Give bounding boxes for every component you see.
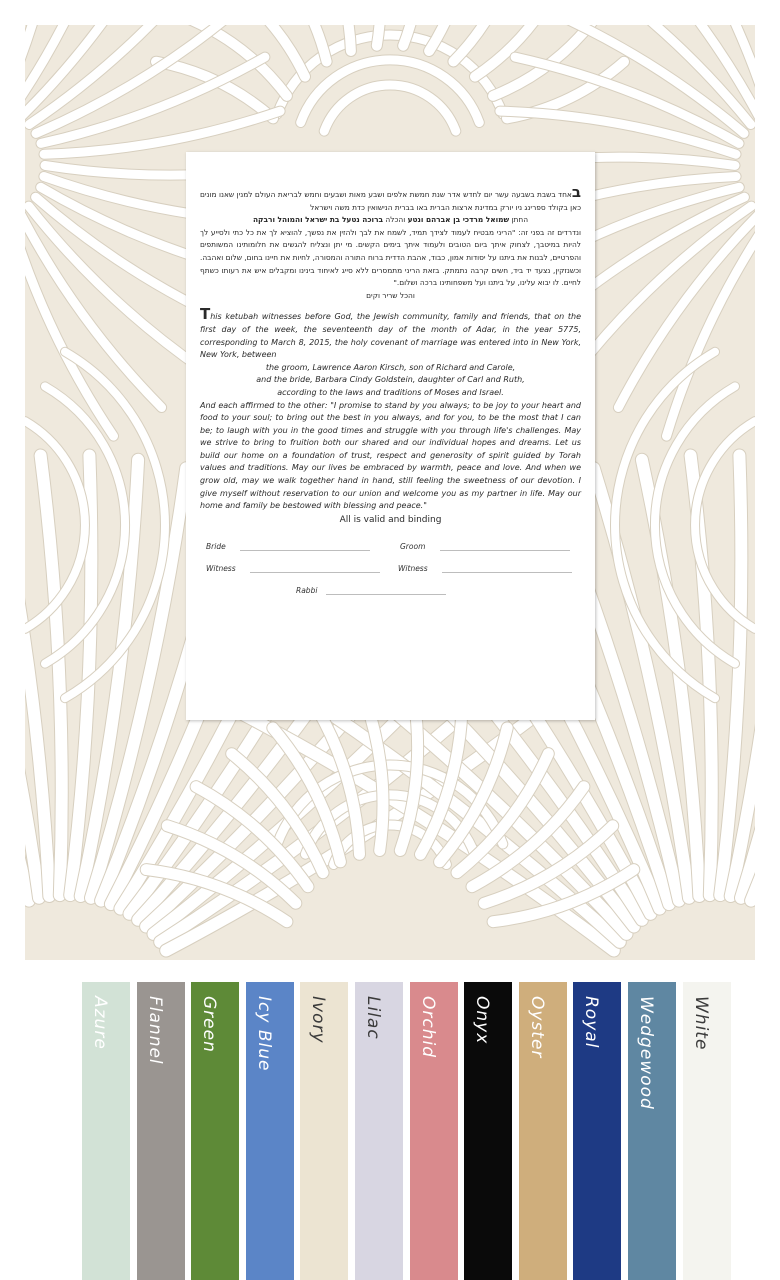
swatch-icy-blue[interactable]	[246, 982, 294, 1280]
hebrew-groom-name: שמואל מרדכי בן אברהם ונטע	[407, 215, 510, 225]
swatch-label: Green	[199, 996, 219, 1053]
swatch-label: Azure	[90, 996, 110, 1050]
swatch-flannel[interactable]	[137, 982, 185, 1280]
swatch-label: Lilac	[363, 996, 383, 1040]
swatch-azure[interactable]	[82, 982, 130, 1280]
hebrew-closing: והכל שריר וקים	[366, 290, 415, 300]
swatch-label: Orchid	[418, 996, 438, 1059]
rabbi-signature-label: Rabbi	[296, 586, 318, 596]
rabbi-signature-line	[326, 586, 446, 595]
swatch-label: Oyster	[527, 996, 547, 1059]
english-lead-letter: T	[200, 305, 211, 324]
witness2-signature-label: Witness	[398, 564, 428, 574]
english-bride-line: and the bride, Barbara Cindy Goldstein, daughter of Carl and Ruth,	[256, 375, 525, 385]
witness1-signature-line	[250, 564, 380, 573]
groom-signature-line	[440, 542, 570, 551]
swatch-label: Wedgewood	[636, 996, 656, 1110]
swatch-orchid[interactable]	[410, 982, 458, 1280]
hebrew-text	[200, 183, 581, 302]
color-swatches	[82, 982, 734, 1280]
bride-signature-line	[240, 542, 370, 551]
hebrew-opening: אחד בשבת בשבעה עשר יום לחדש אדר שנת חמשת אלפים ושבע מאות ושבעים וחמש לבריאת העולם למנין שאנו מונים כאן בקולד ספרינג ניו יורק במדינת ארצות הברית באו בברית הנישואין כדת משה וישראל	[200, 190, 581, 212]
witness2-signature-line	[442, 564, 572, 573]
swatch-label: White	[691, 996, 711, 1051]
swatch-oyster[interactable]	[519, 982, 567, 1280]
witness1-signature-label: Witness	[206, 564, 236, 574]
swatch-lilac[interactable]	[355, 982, 403, 1280]
swatch-ivory[interactable]	[300, 982, 348, 1280]
hebrew-bride-prefix: והכלה	[385, 215, 406, 225]
papercut-artwork	[25, 25, 755, 960]
hebrew-lead-letter: ב	[571, 183, 581, 201]
swatch-label: Ivory	[308, 996, 328, 1044]
english-groom-line: the groom, Lawrence Aaron Kirsch, son of Richard and Carole,	[265, 362, 516, 372]
hebrew-groom-prefix: החתן	[511, 215, 529, 225]
swatch-label: Royal	[581, 996, 601, 1049]
swatch-label: Flannel	[145, 996, 165, 1065]
swatch-green[interactable]	[191, 982, 239, 1280]
swatch-onyx[interactable]	[464, 982, 512, 1280]
swatch-wedgewood[interactable]	[628, 982, 676, 1280]
bride-signature-label: Bride	[206, 542, 226, 552]
english-closing: All is valid and binding	[339, 514, 442, 525]
english-laws-line: according to the laws and traditions of Moses and Israel.	[277, 387, 504, 397]
english-opening: his ketubah witnesses before God, the Jewish community, family and friends, that on the first day of the week, the seventeenth day of the month of Adar, in the year 5775, corresponding to March 8, 2015, the holy covenant of marriage was entered into in New York, New York, between	[200, 312, 581, 360]
hebrew-body: ונדרדים זה בפני זה: "הריני מבטיח לעמוד לצידך תמיד, לשמח את לבך ולהזין את נפשך, להוציא לך את כל כתי ולסייע לך להיות במיטבך, לצחוק איתך ביום הטובים ולעמוד איתך בימים הקשים. מי יתן ונצליח להגשים את חלומותינו המשותפים והפרטיים, לבנות את ביתנו על יסודות אמון, כבוד, אהבת הדדית ברוח התורה והמסורה, לחיות את חיינו בחום, שלום ואהבה. וכשנזקין, נצעד יד ביד, חשים קרבה נתמתק. בזאת הריני מתמסרים ללא סייג לאיחוד בינינו ומקבלים איש את רעותו כשתף לחיים. לו יבוא עלינו, על ביתנו ועל משפחותינו ברכה ושלום."	[200, 227, 581, 288]
english-vows: And each affirmed to the other: "I promise to stand by you always; to be joy to your heart and food to your soul; to bring out the best in you always, and for you, to be the most that I can be; to laugh with you in the good times and struggle with you through life's challenges. May we strive to bring to fruition both our shared and our individual hopes and dreams. Let us build our home on a foundation of trust, respect and generosity of spirit guided by Torah values and traditions. May our lives be embraced by warmth, peace and love. And when we grow old, may we walk together hand in hand, still feeling the sweetness of our devotion. I give myself without reservation to our union and welcome you as my partner in life. May our home and family be bestowed with blessing and peace."	[200, 400, 581, 511]
ketubah-text-panel	[186, 152, 595, 720]
signature-block	[200, 538, 581, 602]
swatch-label: Icy Blue	[254, 996, 274, 1072]
hebrew-bride-name: ברוכה נטעל בת ישראל והמוהל ורבקה	[252, 215, 384, 225]
groom-signature-label: Groom	[400, 542, 426, 552]
swatch-white[interactable]	[683, 982, 731, 1280]
swatch-royal[interactable]	[573, 982, 621, 1280]
swatch-label: Onyx	[472, 996, 492, 1045]
english-text	[200, 305, 581, 526]
